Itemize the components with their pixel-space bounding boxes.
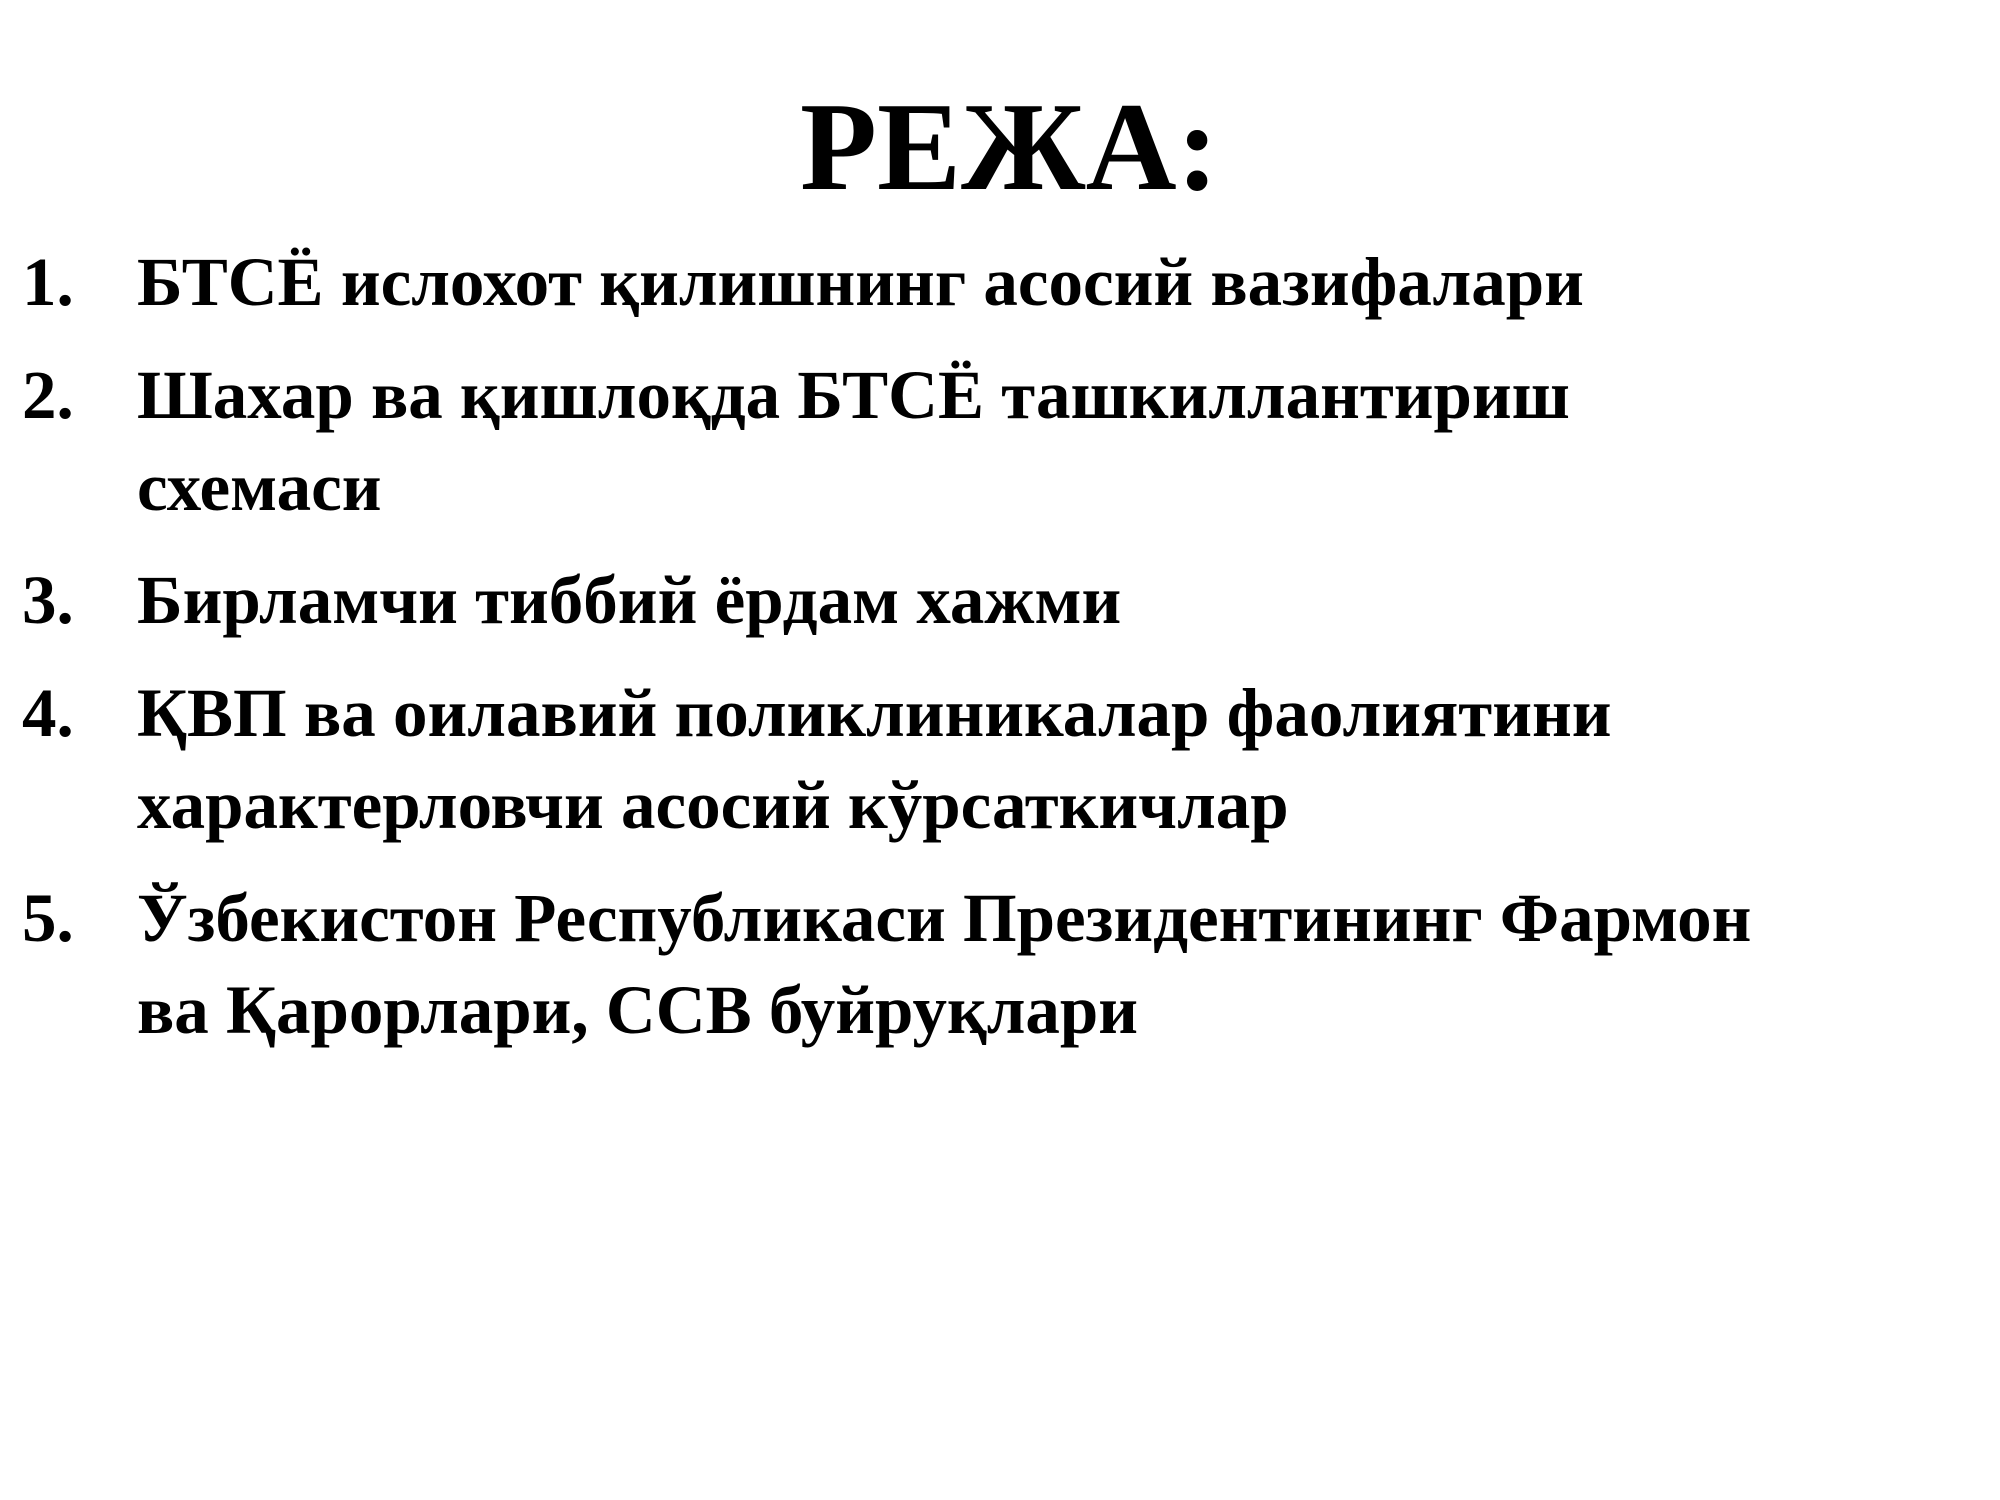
plan-item-text: ҚВП ва оилавий поликлиникалар фаолиятини характерловчи асосий кўрсаткичлар (137, 675, 1612, 843)
plan-item-2 (0, 349, 2000, 533)
plan-item-text: БТСЁ ислохот қилишнинг асосий вазифалари (137, 244, 1584, 320)
plan-item-1 (0, 236, 2000, 328)
slide-title: РЕЖА: (800, 78, 1219, 217)
plan-item-number: 2. (22, 357, 74, 433)
plan-item-number: 1. (22, 244, 74, 320)
plan-item-5 (0, 872, 2000, 1056)
plan-item-text: Шахар ва қишлоқда БТСЁ ташкиллантириш схемаси (137, 357, 1570, 525)
plan-item-number: 3. (22, 562, 74, 638)
plan-item-text: Бирламчи тиббий ёрдам хажми (137, 562, 1122, 638)
plan-list (0, 236, 2000, 1077)
plan-item-number: 4. (22, 675, 74, 751)
plan-item-number: 5. (22, 880, 74, 956)
plan-item-text: Ўзбекистон Республикаси Президентининг Фармон ва Қарорлари, ССВ буйруқлари (137, 880, 1752, 1048)
plan-item-4 (0, 667, 2000, 851)
plan-item-3 (0, 554, 2000, 646)
